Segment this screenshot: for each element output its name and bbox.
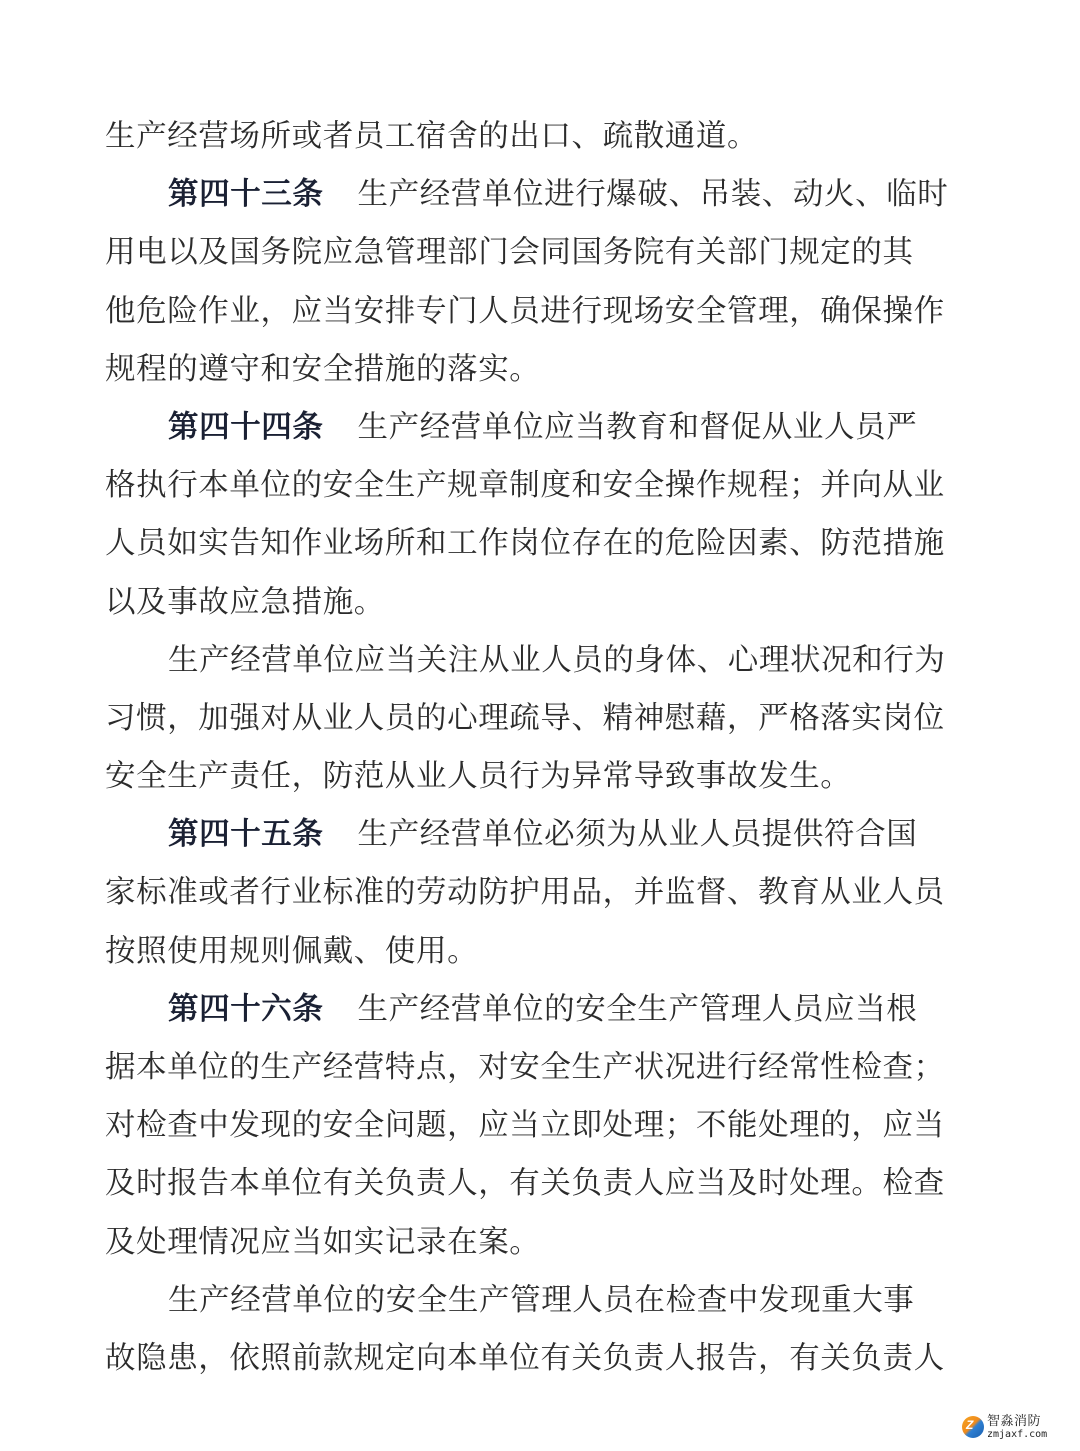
watermark-brand-name: 智淼消防: [987, 1413, 1042, 1429]
article-number: 第四十三条: [168, 177, 324, 213]
watermark-url: zmjaxf.com: [987, 1428, 1048, 1440]
line-text: 以及事故应急措施。: [105, 584, 385, 620]
line-text: 据本单位的生产经营特点，对安全生产状况进行经常性检查；: [105, 1050, 945, 1085]
text-line: [105, 748, 977, 806]
article-43-heading-line: [105, 166, 977, 224]
text-line: [105, 341, 977, 399]
watermark: [962, 1410, 1072, 1444]
watermark-text: [987, 1415, 1047, 1440]
line-text: 及处理情况应当如实记录在案。: [105, 1224, 541, 1260]
line-text: 生产经营场所或者员工宿舍的出口、疏散通道。: [105, 119, 759, 154]
article-number: 第四十六条: [168, 991, 324, 1027]
text-line: [105, 108, 977, 166]
text-line: [105, 224, 977, 282]
text-line: [105, 1330, 977, 1388]
line-text: 按照使用规则佩戴、使用。: [105, 933, 479, 969]
text-line: [105, 1039, 977, 1097]
paragraph-start-line: [105, 1272, 977, 1330]
text-line: [105, 1155, 977, 1213]
line-text: 他危险作业，应当安排专门人员进行现场安全管理，确保操作: [105, 293, 945, 329]
line-text: 生产经营单位的安全生产管理人员在检查中发现重大事: [168, 1282, 915, 1318]
line-text: 规程的遵守和安全措施的落实。: [105, 351, 541, 387]
text-line: [105, 923, 977, 981]
text-line: [105, 283, 977, 341]
logo-glyph: Z: [966, 1418, 974, 1432]
line-text: 习惯，加强对从业人员的心理疏导、精神慰藉，严格落实岗位: [105, 700, 945, 736]
line-text: 及时报告本单位有关负责人，有关负责人应当及时处理。检查: [105, 1166, 945, 1202]
text-line: [105, 574, 977, 632]
article-46-heading-line: [105, 981, 977, 1039]
line-text: 格执行本单位的安全生产规章制度和安全操作规程；并向从业: [105, 468, 945, 504]
article-number: 第四十四条: [168, 409, 324, 445]
document-page: [105, 108, 977, 1388]
paragraph-start-line: [105, 632, 977, 690]
text-line: [105, 690, 977, 748]
text-line: [105, 515, 977, 573]
line-text: 生产经营单位应当关注从业人员的身体、心理状况和行为: [168, 642, 946, 678]
line-text: 故隐患，依照前款规定向本单位有关负责人报告，有关负责人: [105, 1340, 945, 1376]
brand-logo-icon: [962, 1416, 984, 1438]
line-text: 用电以及国务院应急管理部门会同国务院有关部门规定的其: [105, 235, 914, 271]
line-text: 生产经营单位进行爆破、吊装、动火、临时: [357, 177, 949, 213]
text-line: [105, 1097, 977, 1155]
line-text: 生产经营单位的安全生产管理人员应当根: [357, 991, 918, 1027]
article-45-heading-line: [105, 806, 977, 864]
line-text: 安全生产责任，防范从业人员行为异常导致事故发生。: [105, 759, 852, 795]
text-line: [105, 864, 977, 922]
text-line: [105, 1214, 977, 1272]
line-text: 生产经营单位必须为从业人员提供符合国: [357, 817, 918, 853]
line-text: 家标准或者行业标准的劳动防护用品，并监督、教育从业人员: [105, 875, 945, 911]
line-text: 人员如实告知作业场所和工作岗位存在的危险因素、防范措施: [105, 526, 945, 562]
line-text: 生产经营单位应当教育和督促从业人员严: [357, 409, 918, 445]
text-line: [105, 457, 977, 515]
line-text: 对检查中发现的安全问题，应当立即处理；不能处理的，应当: [105, 1108, 945, 1144]
article-number: 第四十五条: [168, 817, 324, 853]
article-44-heading-line: [105, 399, 977, 457]
